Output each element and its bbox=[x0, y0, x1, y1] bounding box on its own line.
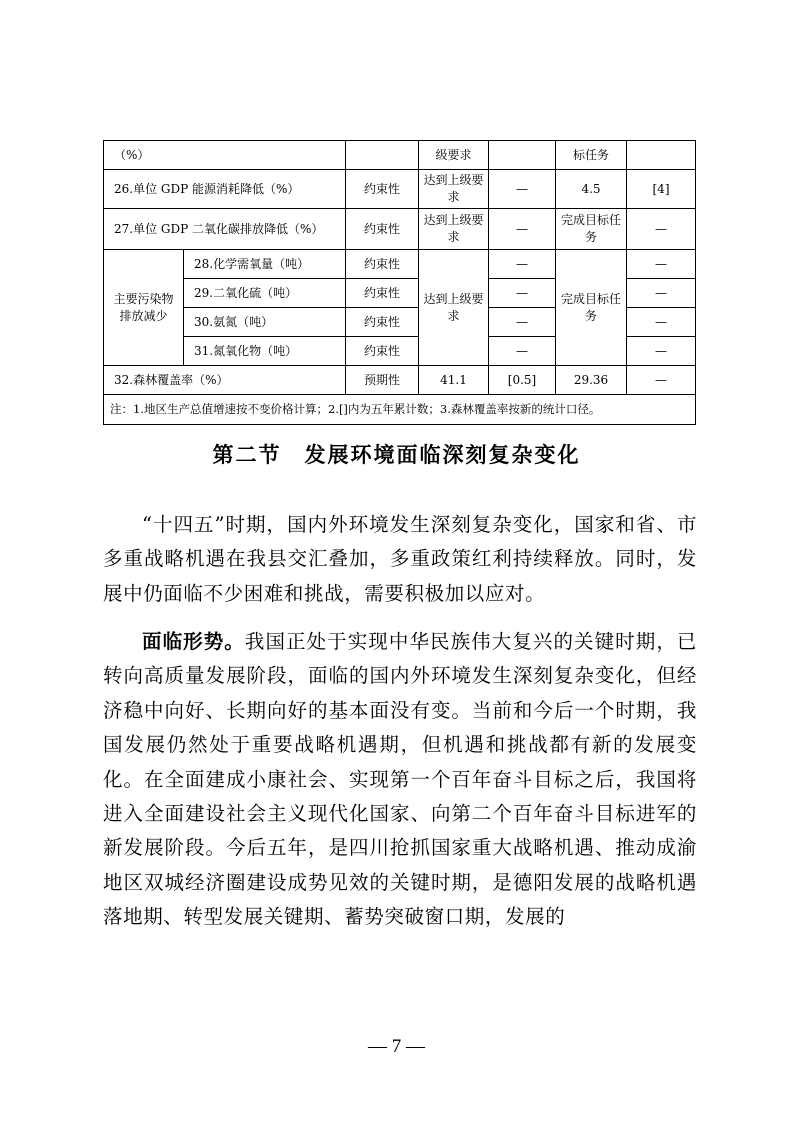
value-cell: 4.5 bbox=[556, 170, 627, 209]
indicator-name: 31.氮氧化物（吨） bbox=[184, 337, 346, 366]
attribute-cell: 约束性 bbox=[346, 308, 419, 337]
indicator-name: 29.二氧化硫（吨） bbox=[184, 279, 346, 308]
value-cell: 41.1 bbox=[419, 366, 489, 395]
indicator-name: （%） bbox=[104, 141, 346, 170]
value-cell: — bbox=[627, 250, 696, 279]
table-row bbox=[104, 250, 696, 279]
table-row bbox=[104, 209, 696, 250]
paragraph-body: 我国正处于实现中华民族伟大复兴的关键时期，已转向高质量发展阶段，面临的国内外环境发生深刻复杂变化，但经济稳中向好、长期向好的基本面没有变。当前和今后一个时期，我国发展仍然处于重要战略机遇期，但机遇和挑战都有新的发展变化。在全面建成小康社会、实现第一个百年奋斗目标之后，我国将进入全面建设社会主义现代化国家、向第二个百年奋斗目标进军的新发展阶段。今后五年，是四川抢抓国家重大战略机遇、推动成渝地区双城经济圈建设成势见效的关键时期，是德阳发展的战略机遇落地期、转型发展关键期、蓄势突破窗口期，发展的 bbox=[103, 630, 697, 929]
target-cell: 完成目标任务 bbox=[556, 250, 627, 366]
target-cell: 级要求 bbox=[419, 141, 489, 170]
value-cell: [0.5] bbox=[489, 366, 556, 395]
page-number: — 7 — bbox=[368, 1036, 425, 1057]
attribute-cell: 约束性 bbox=[346, 250, 419, 279]
paragraph-lead: 面临形势。 bbox=[142, 630, 245, 653]
value-cell: — bbox=[627, 337, 696, 366]
table-row bbox=[104, 141, 696, 170]
value-cell: — bbox=[489, 308, 556, 337]
value-cell: — bbox=[489, 209, 556, 250]
attribute-cell: 约束性 bbox=[346, 279, 419, 308]
paragraph-intro: “十四五”时期，国内外环境发生深刻复杂变化，国家和省、市多重战略机遇在我县交汇叠加，多重政策红利持续释放。同时，发展中仍面临不少困难和挑战，需要积极加以应对。 bbox=[103, 513, 697, 605]
value-cell: 29.36 bbox=[556, 366, 627, 395]
table-footnote: 注：1.地区生产总值增速按不变价格计算；2.[]内为五年累计数；3.森林覆盖率按新的统计口径。 bbox=[104, 395, 696, 425]
value-cell: — bbox=[627, 279, 696, 308]
paragraph-situation bbox=[103, 625, 697, 935]
target-cell: 标任务 bbox=[556, 141, 627, 170]
group-label: 主要污染物排放减少 bbox=[104, 250, 184, 366]
value-cell bbox=[627, 141, 696, 170]
attribute-cell: 约束性 bbox=[346, 209, 419, 250]
indicator-name: 26.单位 GDP 能源消耗降低（%） bbox=[104, 170, 346, 209]
section-title: 第二节 发展环境面临深刻复杂变化 bbox=[212, 443, 581, 467]
target-cell: 完成目标任务 bbox=[556, 209, 627, 250]
indicator-name: 32.森林覆盖率（%） bbox=[104, 366, 346, 395]
value-cell: — bbox=[627, 308, 696, 337]
target-cell: 达到上级要求 bbox=[419, 209, 489, 250]
value-cell: — bbox=[627, 209, 696, 250]
value-cell: [4] bbox=[627, 170, 696, 209]
attribute-cell: 约束性 bbox=[346, 170, 419, 209]
attribute-cell: 约束性 bbox=[346, 337, 419, 366]
indicator-table bbox=[103, 140, 696, 425]
target-cell: 达到上级要求 bbox=[419, 170, 489, 209]
table-row bbox=[104, 366, 696, 395]
attribute-cell: 预期性 bbox=[346, 366, 419, 395]
value-cell: — bbox=[627, 366, 696, 395]
attribute-cell bbox=[346, 141, 419, 170]
target-cell: 达到上级要求 bbox=[419, 250, 489, 366]
indicator-name: 28.化学需氧量（吨） bbox=[184, 250, 346, 279]
value-cell: — bbox=[489, 170, 556, 209]
indicator-name: 27.单位 GDP 二氧化碳排放降低（%） bbox=[104, 209, 346, 250]
value-cell: — bbox=[489, 279, 556, 308]
table-row bbox=[104, 170, 696, 209]
value-cell: — bbox=[489, 337, 556, 366]
value-cell bbox=[489, 141, 556, 170]
value-cell: — bbox=[489, 250, 556, 279]
table-row bbox=[104, 395, 696, 425]
indicator-name: 30.氨氮（吨） bbox=[184, 308, 346, 337]
